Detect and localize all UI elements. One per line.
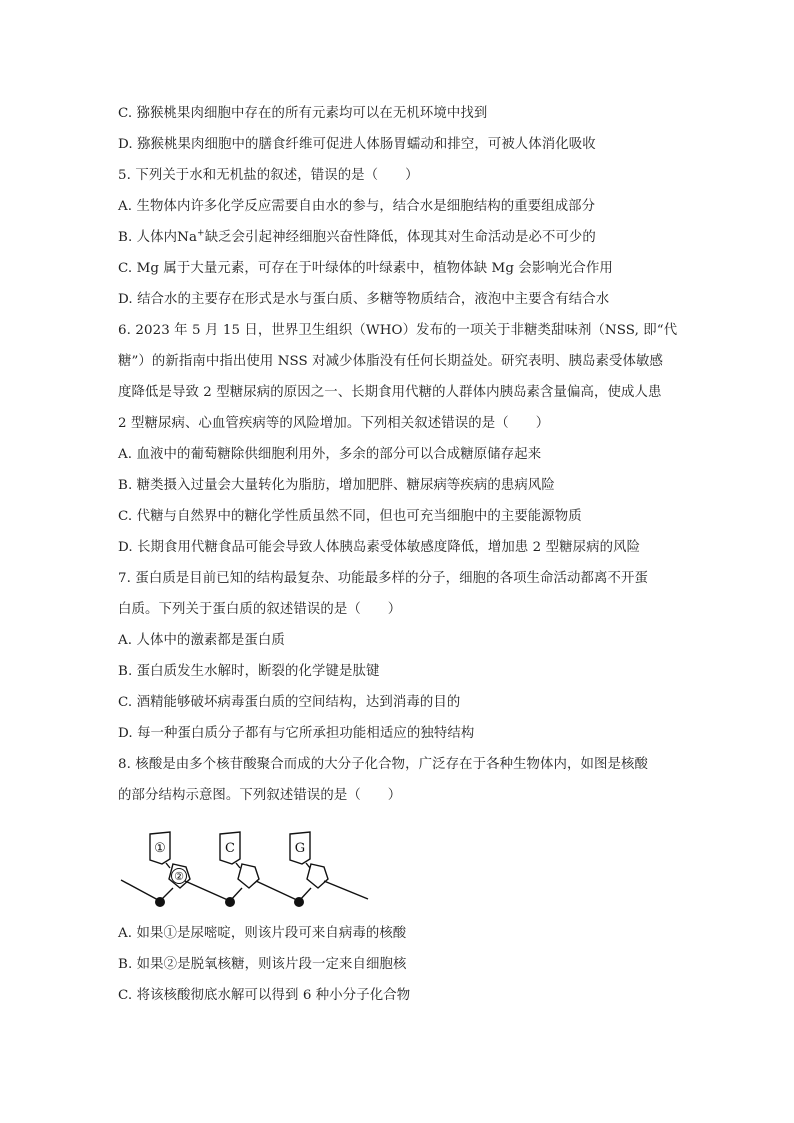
label-2: ② — [174, 870, 184, 883]
base-sugar-link — [166, 863, 170, 868]
phosphate-dot — [155, 897, 165, 907]
backbone-line — [324, 881, 368, 899]
q8-stem-line: 8. 核酸是由多个核苷酸聚合而成的大分子化合物，广泛存在于各种生物体内，如图是核酸 — [118, 757, 648, 772]
q5-option-d: D. 结合水的主要存在形式是水与蛋白质、多糖等物质结合，液泡中主要含有结合水 — [118, 292, 610, 307]
q6-stem-line: 糖”）的新指南中指出使用 NSS 对减少体脂没有任何长期益处。研究表明、胰岛素受体敏感 — [118, 354, 663, 369]
base-sugar-link — [306, 863, 310, 868]
q7-stem-line: 7. 蛋白质是目前已知的结构最复杂、功能最多样的分子，细胞的各项生命活动都离不开蛋 — [118, 571, 648, 586]
q6-stem-line: 度降低是导致 2 型糖尿病的原因之一、长期食用代糖的人群体内胰岛素含量偏高，使成人患 — [118, 385, 662, 400]
sugar-3-pentagon — [307, 864, 328, 888]
q4-option-d: D. 猕猴桃果肉细胞中的膳食纤维可促进人体肠胃蠕动和排空，可被人体消化吸收 — [118, 137, 596, 152]
label-c: C — [225, 841, 235, 856]
backbone-line — [256, 881, 299, 901]
nucleic-acid-diagram — [118, 826, 378, 912]
q5-stem: 5. 下列关于水和无机盐的叙述，错误的是（ ） — [118, 168, 419, 183]
q5-option-c: C. Mg 属于大量元素，可存在于叶绿体的叶绿素中，植物体缺 Mg 会影响光合作用 — [118, 261, 613, 276]
backbone-line — [121, 880, 173, 901]
q5-option-b-pre: B. 人体内Na — [118, 230, 198, 245]
q7-option-b: B. 蛋白质发生水解时，断裂的化学键是肽键 — [118, 664, 380, 679]
q6-option-a: A. 血液中的葡萄糖除供细胞利用外，多余的部分可以合成糖原储存起来 — [118, 447, 542, 462]
q7-option-a: A. 人体中的激素都是蛋白质 — [118, 633, 285, 648]
q8-option-c: C. 将该核酸彻底水解可以得到 6 种小分子化合物 — [118, 988, 411, 1003]
q6-option-c: C. 代糖与自然界中的糖化学性质虽然不同，但也可充当细胞中的主要能源物质 — [118, 509, 582, 524]
base-sugar-link — [236, 863, 240, 868]
q5-option-b — [118, 228, 678, 248]
q8-option-a: A. 如果①是尿嘧啶，则该片段可来自病毒的核酸 — [118, 926, 407, 941]
q7-option-d: D. 每一种蛋白质分子都有与它所承担功能相适应的独特结构 — [118, 726, 475, 741]
q5-option-b-post: 缺乏会引起神经细胞兴奋性降低，体现其对生命活动是必不可少的 — [204, 230, 596, 245]
q7-stem-line: 白质。下列关于蛋白质的叙述错误的是（ ） — [118, 602, 402, 617]
q6-option-b: B. 糖类摄入过量会大量转化为脂肪，增加肥胖、糖尿病等疾病的患病风险 — [118, 478, 555, 493]
phosphate-dot — [294, 897, 304, 907]
q8-option-b: B. 如果②是脱氧核糖，则该片段一定来自细胞核 — [118, 957, 407, 972]
backbone-line — [185, 881, 230, 901]
phosphate-dot — [225, 897, 235, 907]
q4-option-c: C. 猕猴桃果肉细胞中存在的所有元素均可以在无机环境中找到 — [118, 106, 488, 121]
q5-option-b-sup: + — [197, 228, 205, 239]
q7-option-c: C. 酒精能够破坏病毒蛋白质的空间结构，达到消毒的目的 — [118, 695, 461, 710]
q5-option-a: A. 生物体内许多化学反应需要自由水的参与，结合水是细胞结构的重要组成部分 — [118, 199, 596, 214]
label-1: ① — [154, 841, 166, 856]
sugar-2-pentagon — [238, 864, 259, 888]
q6-option-d: D. 长期食用代糖食品可能会导致人体胰岛素受体敏感度降低，增加患 2 型糖尿病的风险 — [118, 540, 641, 555]
q8-stem-line: 的部分结构示意图。下列叙述错误的是（ ） — [118, 788, 402, 803]
label-g: G — [294, 841, 306, 856]
q6-stem-line: 2 型糖尿病、心血管疾病等的风险增加。下列相关叙述错误的是（ ） — [118, 416, 550, 431]
q6-stem-line: 6. 2023 年 5 月 15 日，世界卫生组织（WHO）发布的一项关于非糖类甜味剂（NSS, 即“代 — [118, 323, 678, 338]
